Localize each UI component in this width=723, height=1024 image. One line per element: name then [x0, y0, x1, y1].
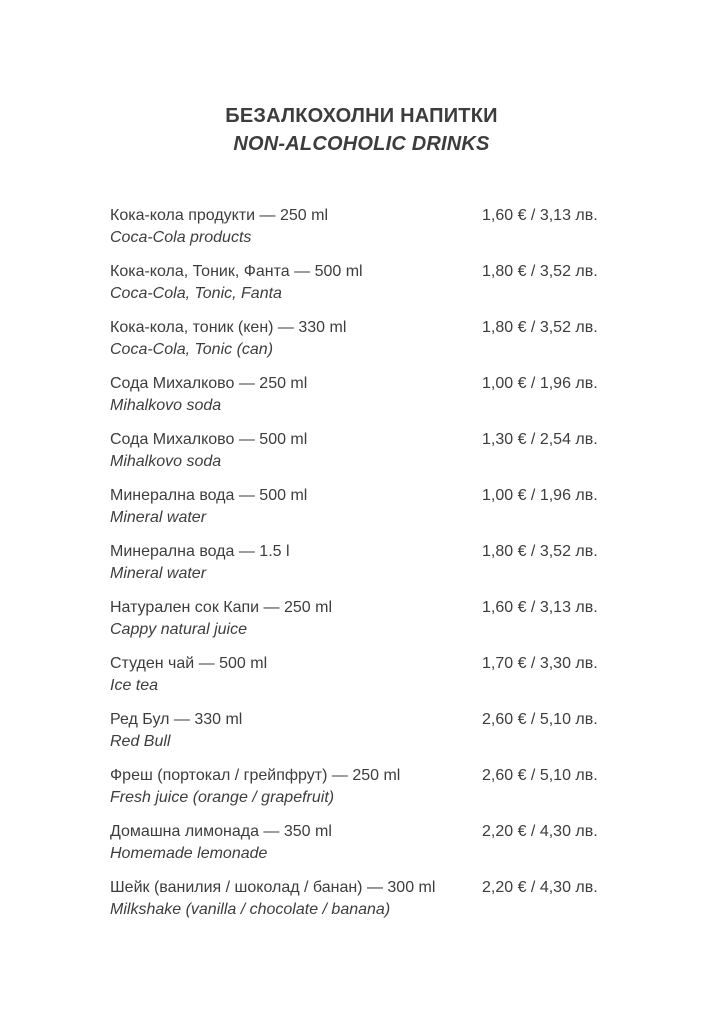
item-name: Шейк (ванилия / шоколад / банан) — 300 ml: [110, 879, 436, 896]
item-name-block: [110, 821, 475, 865]
menu-item-row: [0, 373, 723, 417]
item-name-block: [110, 765, 475, 809]
item-name-block: [110, 877, 475, 921]
menu-item-row: [0, 877, 723, 921]
item-price: 1,60 € / 3,13 лв.: [482, 207, 598, 224]
item-name-block: [110, 373, 475, 417]
menu-item-row: [0, 317, 723, 361]
item-name: Кока-кола продукти — 250 ml: [110, 207, 329, 224]
item-name-en: Ice tea: [110, 677, 159, 694]
item-name: Кока-кола, Тоник, Фанта — 500 ml: [110, 263, 363, 280]
menu-item-row: [0, 709, 723, 753]
item-name-en: Mihalkovo soda: [110, 397, 222, 414]
menu-item-row: [0, 429, 723, 473]
item-price: 2,20 € / 4,30 лв.: [482, 823, 598, 840]
item-price: 2,60 € / 5,10 лв.: [482, 767, 598, 784]
item-name-block: [110, 653, 475, 697]
item-price: 2,20 € / 4,30 лв.: [482, 879, 598, 896]
item-name-block: [110, 597, 475, 641]
item-price: 1,30 € / 2,54 лв.: [482, 431, 598, 448]
item-name-block: [110, 541, 475, 585]
item-name-en: Fresh juice (orange / grapefruit): [110, 789, 335, 806]
item-name-en: Mihalkovo soda: [110, 453, 222, 470]
item-name-block: [110, 205, 475, 249]
item-price: 1,00 € / 1,96 лв.: [482, 487, 598, 504]
menu-item-row: [0, 541, 723, 585]
item-price: 1,80 € / 3,52 лв.: [482, 263, 598, 280]
item-name: Студен чай — 500 ml: [110, 655, 268, 672]
menu-list: [0, 205, 723, 921]
item-name-en: Mineral water: [110, 565, 207, 582]
menu-item-row: [0, 261, 723, 305]
menu-item-row: [0, 653, 723, 697]
item-price: 1,80 € / 3,52 лв.: [482, 319, 598, 336]
item-name-en: Red Bull: [110, 733, 171, 750]
item-name-block: [110, 429, 475, 473]
item-name-block: [110, 261, 475, 305]
item-name: Кока-кола, тоник (кен) — 330 ml: [110, 319, 347, 336]
item-name: Сода Михалково — 500 ml: [110, 431, 308, 448]
item-name: Фреш (портокал / грейпфрут) — 250 ml: [110, 767, 401, 784]
item-name: Минерална вода — 500 ml: [110, 487, 308, 504]
menu-item-row: [0, 597, 723, 641]
menu-item-row: [0, 821, 723, 865]
item-price: 1,00 € / 1,96 лв.: [482, 375, 598, 392]
page-title: БЕЗАЛКОХОЛНИ НАПИТКИ: [225, 105, 498, 127]
item-name-en: Homemade lemonade: [110, 845, 268, 862]
item-price: 1,60 € / 3,13 лв.: [482, 599, 598, 616]
item-price: 1,80 € / 3,52 лв.: [482, 543, 598, 560]
item-name: Домашна лимонада — 350 ml: [110, 823, 332, 840]
item-name-en: Coca-Cola, Tonic, Fanta: [110, 285, 282, 302]
menu-item-row: [0, 485, 723, 529]
item-name-en: Mineral water: [110, 509, 207, 526]
item-name-block: [110, 709, 475, 753]
item-price: 2,60 € / 5,10 лв.: [482, 711, 598, 728]
menu-item-row: [0, 205, 723, 249]
item-name-en: Milkshake (vanilla / chocolate / banana): [110, 901, 391, 918]
item-name-en: Coca-Cola, Tonic (can): [110, 341, 274, 358]
item-name: Ред Бул — 330 ml: [110, 711, 243, 728]
item-name-block: [110, 485, 475, 529]
item-price: 1,70 € / 3,30 лв.: [482, 655, 598, 672]
item-name-block: [110, 317, 475, 361]
item-name-en: Coca-Cola products: [110, 229, 252, 246]
menu-item-row: [0, 765, 723, 809]
item-name-en: Cappy natural juice: [110, 621, 247, 638]
item-name: Натурален сок Капи — 250 ml: [110, 599, 332, 616]
page-subtitle: NON-ALCOHOLIC DRINKS: [233, 133, 490, 155]
item-name: Сода Михалково — 250 ml: [110, 375, 308, 392]
item-name: Минерална вода — 1.5 l: [110, 543, 290, 560]
